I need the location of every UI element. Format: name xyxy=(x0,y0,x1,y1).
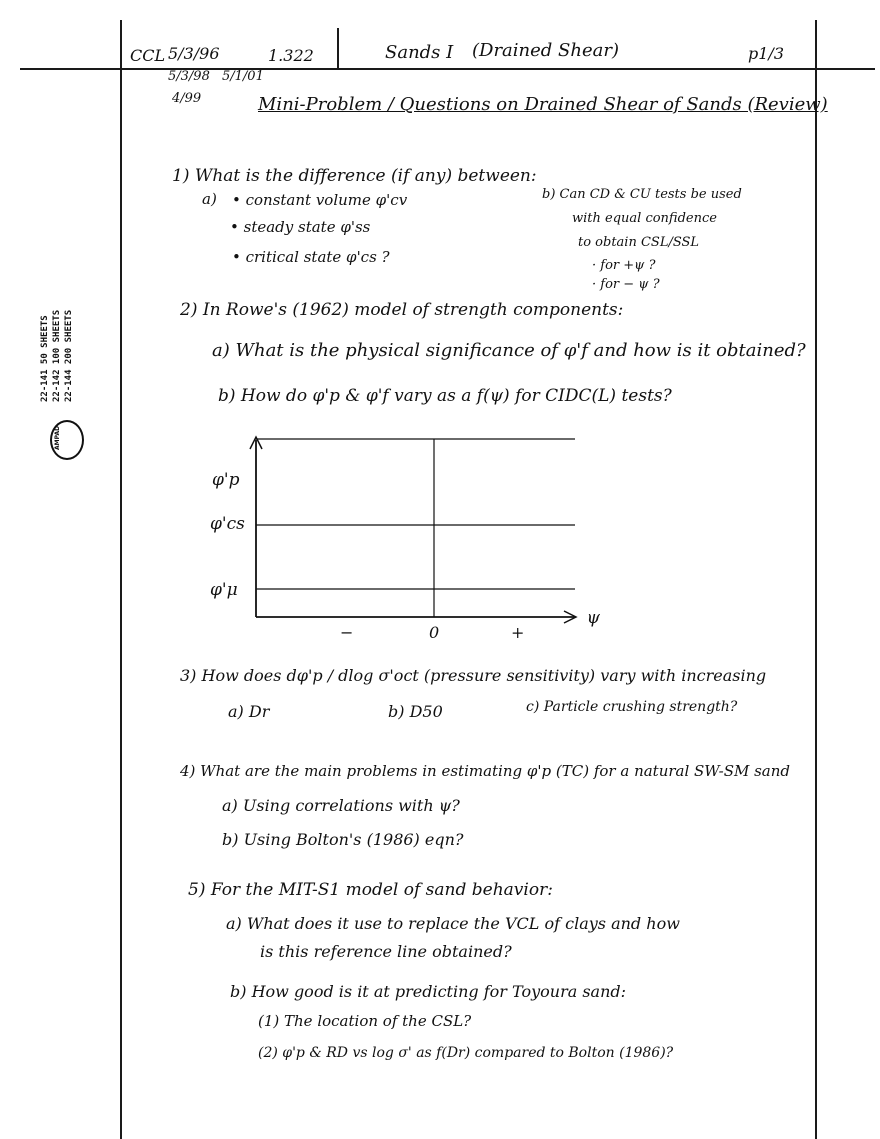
right-margin-line xyxy=(815,20,817,1139)
notebook-sheet-info xyxy=(40,290,80,410)
sheet-count-line: 22-144 200 SHEETS xyxy=(64,309,74,402)
header-date-revised: 4/99 xyxy=(172,91,202,106)
question-1a-item: • steady state φ'ss xyxy=(230,218,371,236)
graph-y-label-mu: φ'μ xyxy=(210,580,238,600)
question-1b-line: with equal confidence xyxy=(572,211,717,226)
header-page-number: p1/3 xyxy=(748,44,784,63)
header-rule xyxy=(20,68,875,70)
question-5a: a) What does it use to replace the VCL of clays and how xyxy=(226,914,680,933)
question-1a-item: • critical state φ'cs ? xyxy=(232,248,390,266)
question-1: 1) What is the difference (if any) between: xyxy=(172,166,537,186)
question-4b: b) Using Bolton's (1986) eqn? xyxy=(222,830,464,849)
question-4: 4) What are the main problems in estimating φ'p (TC) for a natural SW-SM sand xyxy=(180,762,791,780)
question-1b-line: to obtain CSL/SSL xyxy=(578,235,700,250)
sheet-count-line: 22-142 100 SHEETS xyxy=(52,309,62,402)
question-3: 3) How does dφ'p / dlog σ'oct (pressure sensitivity) vary with increasing xyxy=(180,666,767,685)
question-2: 2) In Rowe's (1962) model of strength components: xyxy=(180,300,624,320)
header-date: 5/3/96 xyxy=(168,44,220,63)
graph-x-tick-zero: 0 xyxy=(429,623,440,642)
question-3c: c) Particle crushing strength? xyxy=(526,699,738,715)
question-5b: b) How good is it at predicting for Toyoura sand: xyxy=(230,982,627,1001)
document-title: Mini-Problem / Questions on Drained Shear of Sands (Review) xyxy=(258,94,828,115)
question-5: 5) For the MIT-S1 model of sand behavior: xyxy=(188,880,553,900)
question-5b2: (2) φ'p & RD vs log σ' as f(Dr) compared to Bolton (1986)? xyxy=(258,1045,674,1061)
sheet-count-line: 22-141 50 SHEETS xyxy=(40,315,50,402)
question-2b: b) How do φ'p & φ'f vary as a f(ψ) for CIDC(L) tests? xyxy=(218,386,672,406)
graph-y-label-peak: φ'p xyxy=(212,470,240,490)
header-date-revised: 5/3/98 xyxy=(168,69,210,84)
header-date-revised: 5/1/01 xyxy=(222,69,264,84)
header-title: Sands I xyxy=(385,42,454,63)
question-4a: a) Using correlations with ψ? xyxy=(222,796,460,815)
question-1a-item: • constant volume φ'cv xyxy=(232,191,408,209)
header-subtitle: (Drained Shear) xyxy=(472,40,619,61)
question-5b1: (1) The location of the CSL? xyxy=(258,1012,472,1030)
phi-vs-psi-graph xyxy=(200,425,600,655)
question-1b-line: · for − ψ ? xyxy=(592,277,660,292)
header-course: 1.322 xyxy=(268,46,314,65)
graph-x-tick-minus: − xyxy=(340,623,354,642)
question-3b: b) D50 xyxy=(388,702,443,721)
question-3a: a) Dr xyxy=(228,702,270,721)
question-1b-line: b) Can CD & CU tests be used xyxy=(542,187,742,202)
left-margin-line xyxy=(120,20,122,1139)
question-1b-line: · for +ψ ? xyxy=(592,258,656,273)
graph-y-label-cs: φ'cs xyxy=(210,514,245,534)
question-2a: a) What is the physical significance of φ'f and how is it obtained? xyxy=(212,340,806,361)
question-1a-label: a) xyxy=(202,190,217,208)
header-divider xyxy=(337,28,339,70)
header-initials: CCL xyxy=(130,46,166,65)
ampad-logo-text: AMPAD xyxy=(54,425,61,450)
graph-x-label: ψ xyxy=(586,608,600,628)
question-5a-continued: is this reference line obtained? xyxy=(260,942,512,961)
ampad-logo xyxy=(50,420,84,460)
graph-x-tick-plus: + xyxy=(511,623,525,642)
